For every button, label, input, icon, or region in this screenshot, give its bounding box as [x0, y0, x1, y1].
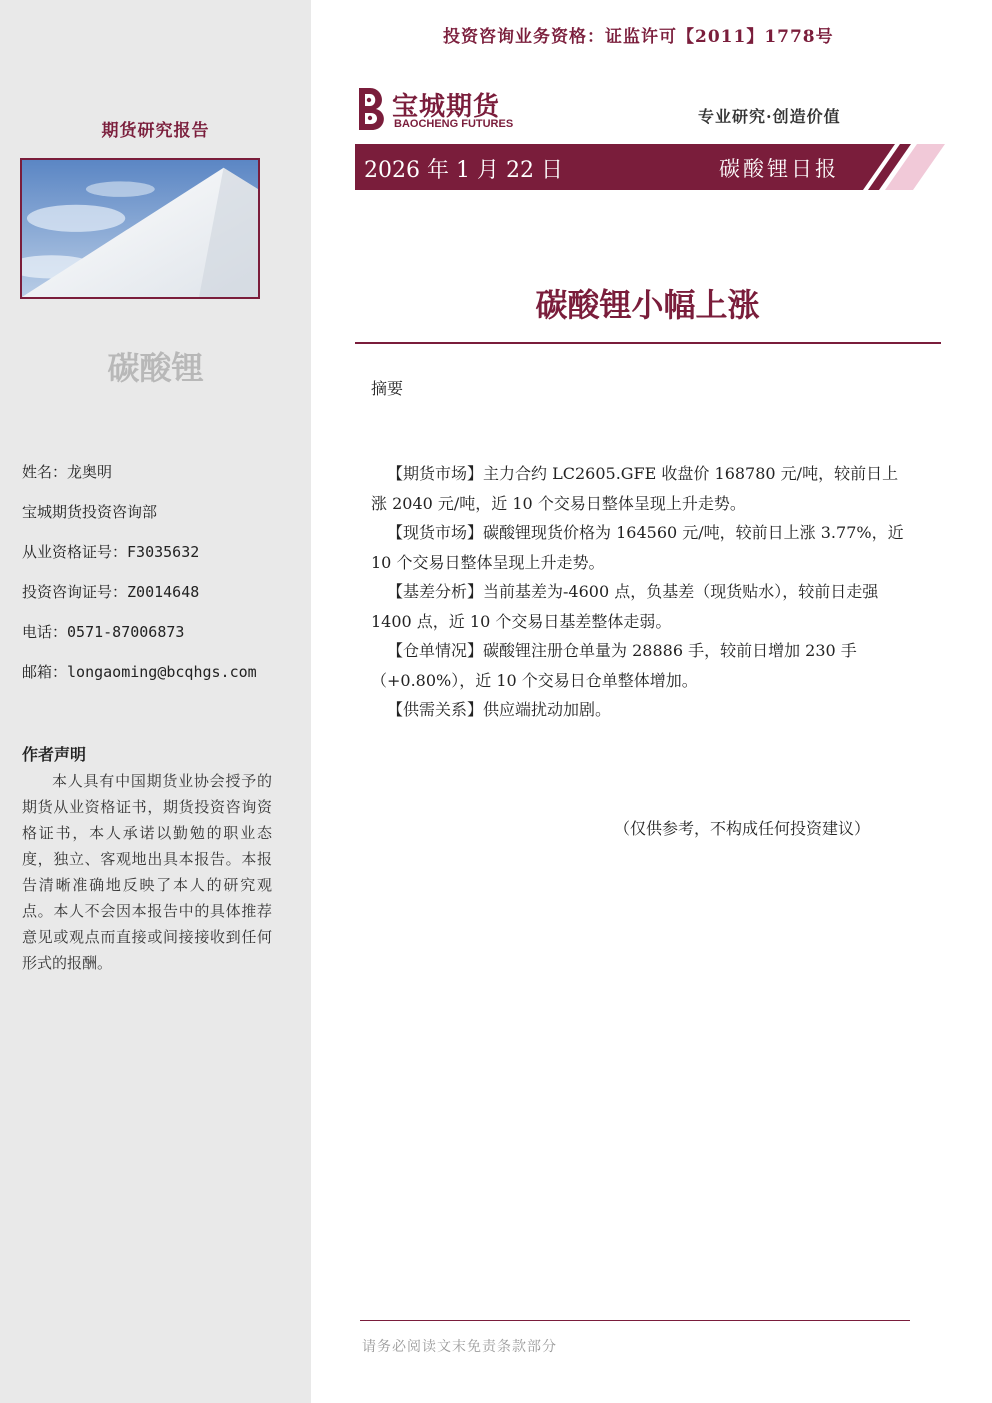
- logo-text-en: BAOCHENG FUTURES: [394, 118, 514, 130]
- analyst-info: [22, 462, 302, 702]
- email-link[interactable]: longaoming@bcqhgs.com: [67, 663, 257, 681]
- qualification-line: 投资咨询业务资格：证监许可【2011】1778号: [443, 27, 834, 47]
- paragraph-spot: 【现货市场】碳酸锂现货价格为 164560 元/吨，较前日上涨 3.77%，近 10 个交易日整体呈现上升走势。: [371, 523, 904, 572]
- disclaimer: （仅供参考，不构成任何投资建议）: [614, 819, 871, 838]
- declaration-title: 作者声明: [22, 745, 87, 764]
- report-type: 碳酸锂日报: [719, 157, 839, 181]
- paragraph-futures: 【期货市场】主力合约 LC2605.GFE 收盘价 168780 元/吨，较前日上涨 2040 元/吨，近 10 个交易日整体呈现上升走势。: [371, 464, 899, 513]
- abstract-label: 摘要: [371, 379, 404, 398]
- title-divider: [355, 342, 941, 344]
- analyst-name-row: 姓名：龙奥明: [22, 463, 113, 481]
- email-row: 邮箱：longaoming@bcqhgs.com: [22, 663, 257, 681]
- paragraph-supply-demand: 【供需关系】供应端扰动加剧。: [387, 700, 612, 719]
- footer-note: 请务必阅读文末免责条款部分: [362, 1339, 557, 1355]
- phone-row: 电话：0571-87006873: [22, 623, 185, 641]
- declaration-body: 本人具有中国期货业协会授予的期货从业资格证书，期货投资咨询资格证书，本人承诺以勤勉的职业态度，独立、客观地出具本报告。本报告清晰准确地反映了本人的研究观点。本人不会因本报告中的具体推荐意见或观点而直接或间接接收到任何形式的报酬。: [22, 772, 272, 972]
- sidebar: [0, 0, 311, 1403]
- footer-divider: [360, 1320, 910, 1321]
- company-logo: [356, 86, 526, 134]
- salt-mountain-image: [22, 160, 258, 297]
- document-title: 碳酸锂小幅上涨: [535, 286, 760, 324]
- logo-text-cn: 宝城期货: [392, 92, 501, 122]
- department-row: 宝城期货投资咨询部: [22, 503, 158, 521]
- product-name: 碳酸锂: [107, 349, 204, 387]
- cover-image: [20, 158, 260, 299]
- paragraph-warehouse: 【仓单情况】碳酸锂注册仓单量为 28886 手，较前日增加 230 手（+0.80%），近 10 个交易日仓单整体增加。: [371, 641, 857, 690]
- report-date: 2026 年 1 月 22 日: [364, 158, 563, 183]
- logo-b-icon: [356, 86, 390, 132]
- report-category: 期货研究报告: [101, 121, 210, 141]
- date-banner: [355, 144, 945, 190]
- slogan: 专业研究·创造价值: [698, 107, 841, 126]
- license-row: 从业资格证号：F3035632: [22, 543, 200, 561]
- consult-license-row: 投资咨询证号：Z0014648: [22, 583, 200, 601]
- paragraph-basis: 【基差分析】当前基差为-4600 点，负基差（现货贴水），较前日走强 1400 点，近 10 个交易日基差整体走弱。: [371, 582, 879, 631]
